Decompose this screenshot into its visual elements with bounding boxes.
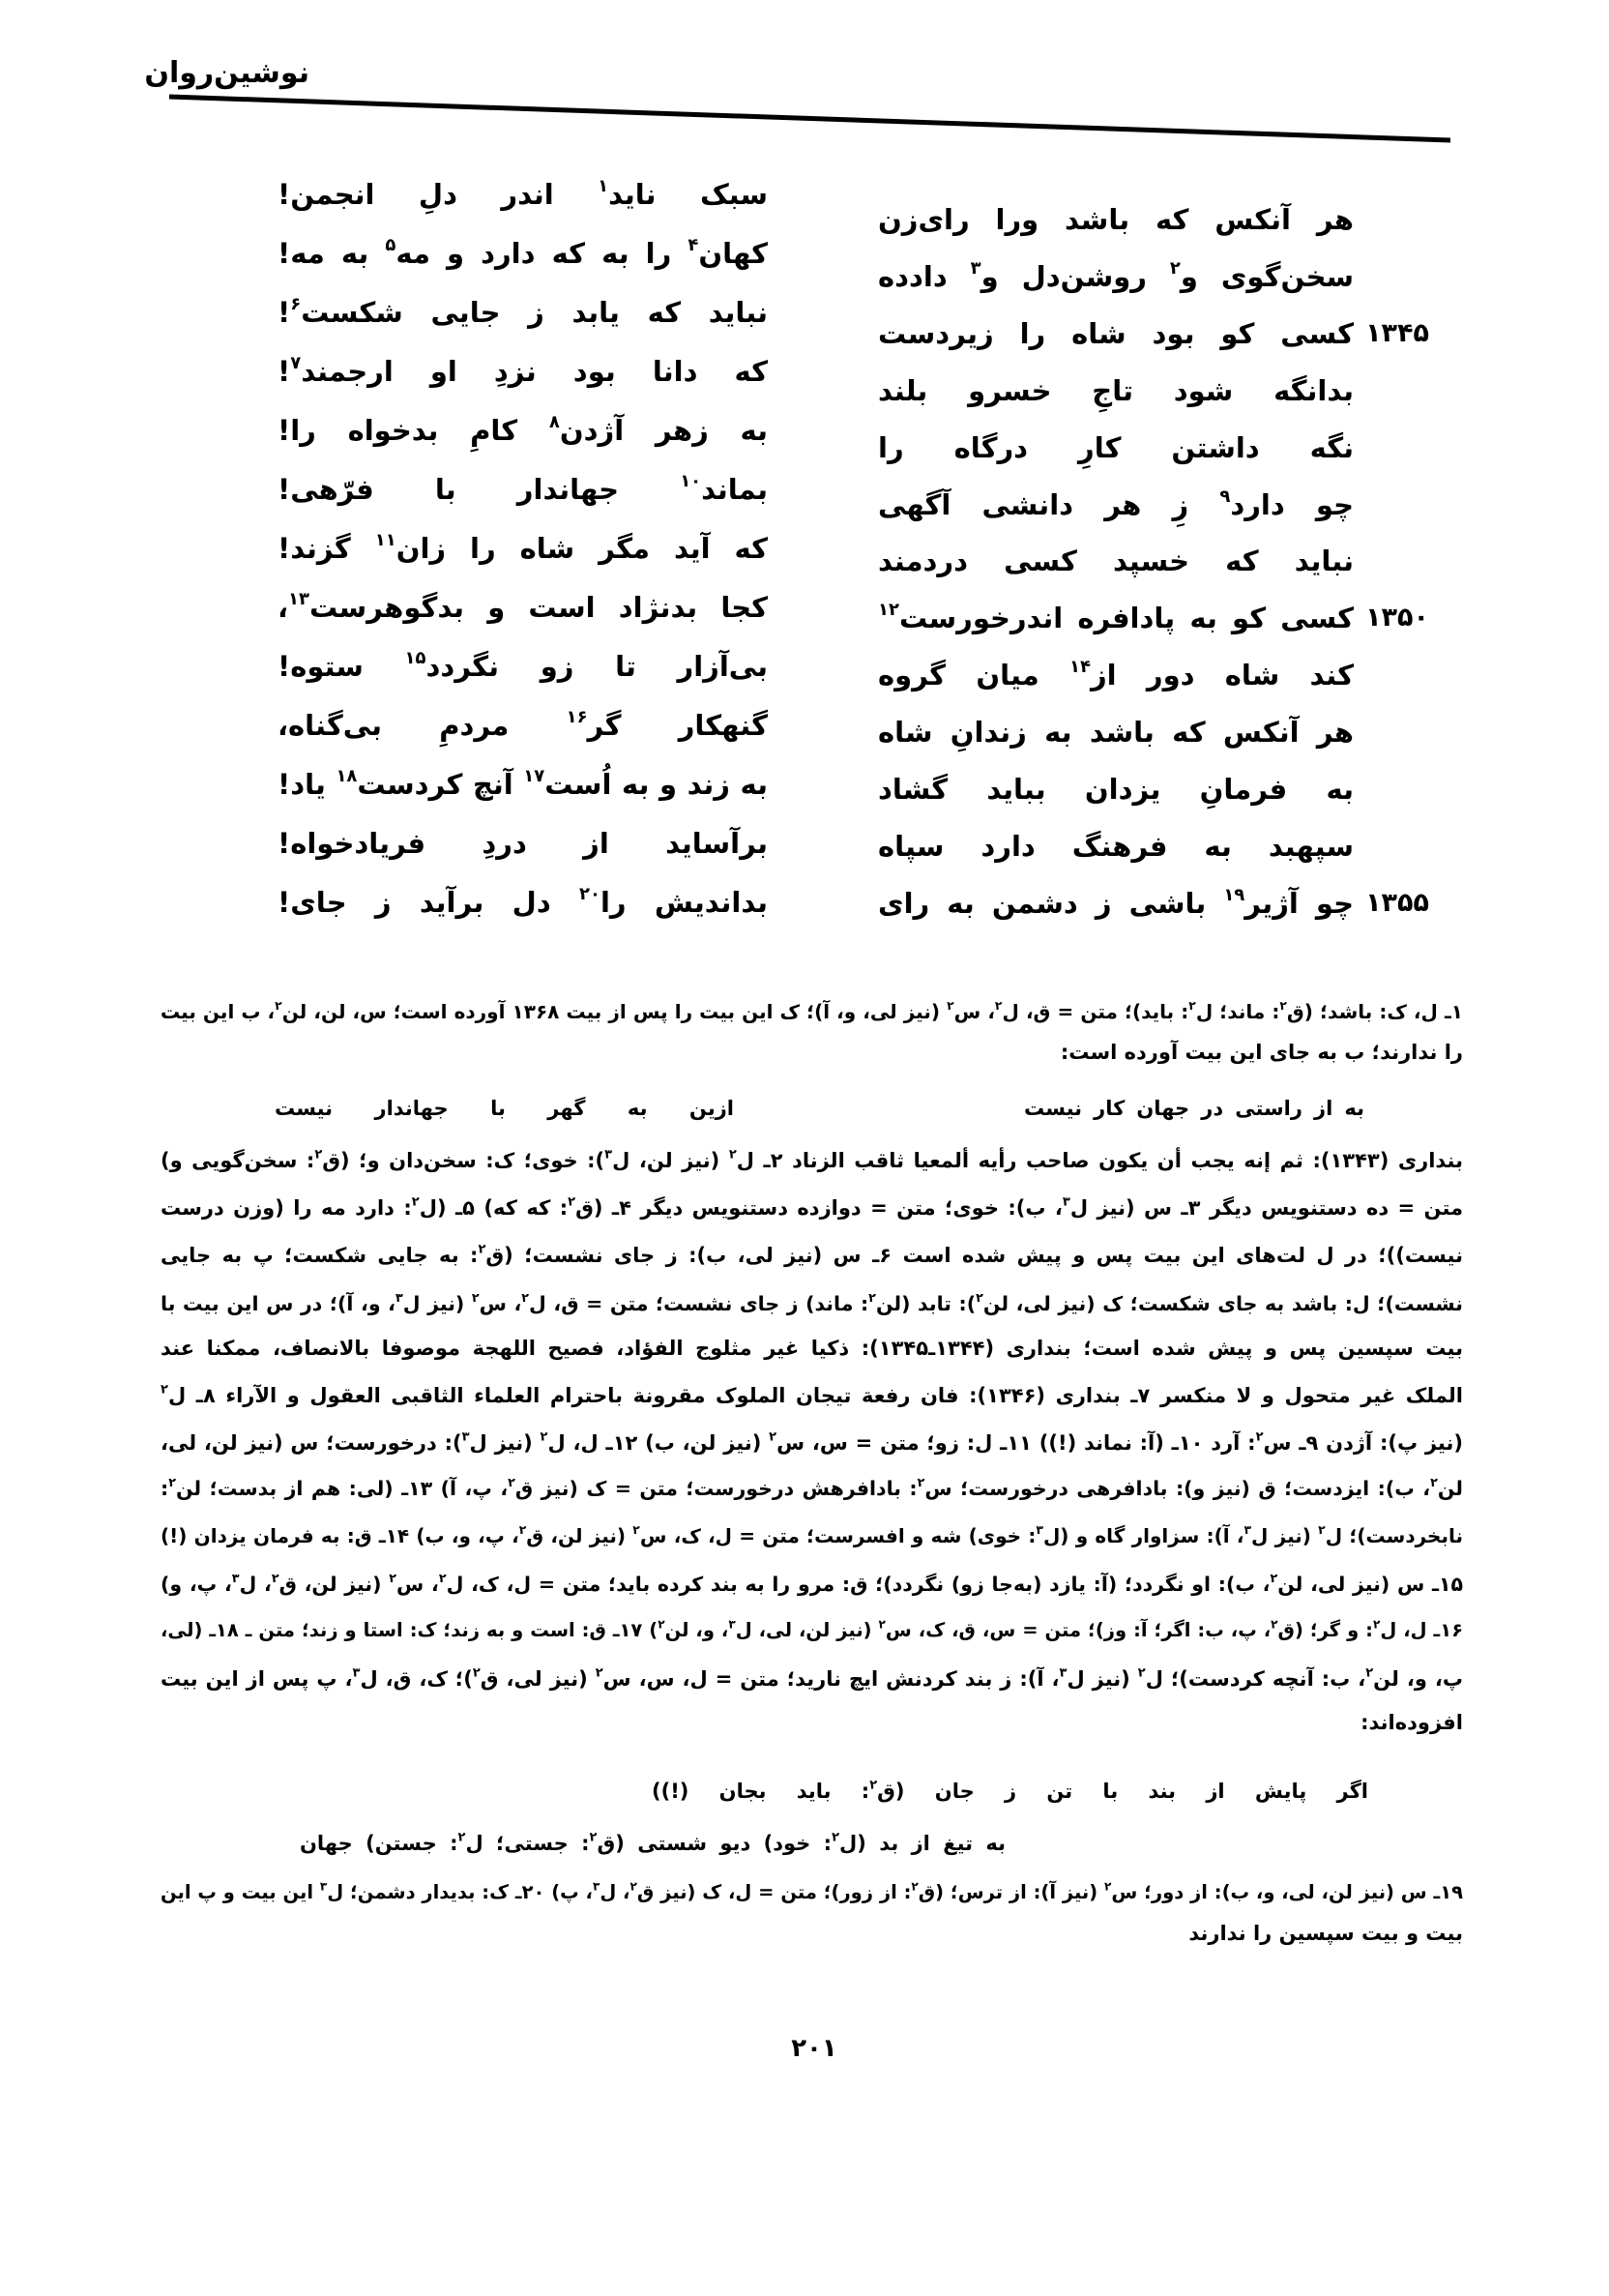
hemistich: گنهکار گر$^{۱۶}$ مردمِ بی‌گناه، [278,707,768,742]
hemistich: بدانگه شود تاجِ خسرو بلند [878,374,1354,407]
superscript-reference: ۲ [1255,1429,1264,1445]
superscript-reference: ۳ [970,258,981,280]
superscript-reference: ۲ [595,1665,603,1681]
superscript-reference: ۲ [1318,1522,1326,1538]
superscript-reference: ۳ [231,1570,240,1585]
superscript-reference: ۲ [161,1382,168,1398]
hemistich: به زهر آژدن$^۸$ کامِ بدخواه را! [278,412,768,447]
hemistich: به فرمانِ یزدان بباید گشاد [878,773,1354,806]
footnote-line: بنداری (۱۳۴۳): ثم إنه یجب أن یکون صاحب رأیه ألمعیا ثاقب الزناد ۲ـ ل$^۲$ (نیز لن، ل$^۳$): خوی؛ ک: سخن‌دان و؛ (ق$^۲$: سخن‌گویی و) [161,1147,1463,1172]
superscript-reference: ۳ [1036,1522,1043,1538]
superscript-reference: ۹ [1219,486,1231,508]
superscript-reference: ۲ [471,1289,480,1305]
hemistich: نگه داشتن کارِ درگاه را [878,431,1354,464]
superscript-reference: ۲ [1365,1665,1374,1681]
hemistich: کسی کو به پادافره اندرخورست$^{۱۲}$ [878,600,1354,634]
superscript-reference: ۲ [947,998,954,1014]
superscript-reference: ۲ [275,998,282,1014]
superscript-reference: ۲ [472,1665,481,1681]
superscript-reference: ۲ [540,1429,548,1445]
verse-number: ۱۳۵۵ [1365,888,1429,918]
footnote-line: افزوده‌اند: [1360,1711,1463,1734]
superscript-reference: ۲ [1137,1665,1146,1681]
superscript-reference: ۲ [869,1778,878,1793]
footnote-line: نشست)؛ ل: باشد به جای شکست؛ ک (نیز لی، لن$^۲$): تابد (لن$^۲$: ماند) ز جای نشست؛ متن = ق، ل$^۲$، س$^۲$ (نیز ل$^۳$، و، آ)؛ در س این بیت با [161,1289,1463,1315]
hemistich: کند شاه دور از$^{۱۴}$ میان گروه [878,657,1354,692]
superscript-reference: ۲ [478,1242,486,1257]
superscript-reference: ۱۹ [1223,885,1245,906]
footnote-line: بیت و بیت سپسین را ندارند [1188,1922,1463,1945]
hemistich: چو دارد$^۹$ زِ هر دانشی آگهی [878,486,1354,521]
footnote-line: لن$^۲$، ب): ایزدست؛ ق (نیز و): بادافرهی درخورست؛ س$^۲$: بادافرهش درخورست؛ متن = ک (نیز ق$^۲$، پ، آ) ۱۳ـ (لی: هم از بدست؛ لن$^۲$: [161,1474,1463,1500]
quoted-verse-first-hemistich: به از راستی در جهان کار نیست [1024,1097,1364,1120]
superscript-reference: ۲ [518,1522,527,1538]
superscript-reference: ۲ [917,1474,925,1489]
footnote-line: را ندارند؛ ب به جای این بیت آورده است: [1060,1041,1463,1064]
footnote-line: ۱۶ـ ل، ل$^۲$: و گر؛ (ق$^۲$، پ، ب: اگر؛ آ: وز)؛ متن = س، ق، ک، س$^۲$ (نیز لن، لی، ل$^۳$، و، لن$^۲$) ۱۷ـ ق: است و به زند؛ ک: استا و زند؛ متن ـ ۱۸ـ (لی، [161,1617,1463,1641]
hemistich: که آید مگر شاه را زان$^{۱۱}$ گزند! [278,530,768,565]
superscript-reference: ۲ [769,1429,777,1445]
superscript-reference: ۳ [604,1147,613,1163]
superscript-reference: ۲ [911,1879,919,1894]
superscript-reference: ۲ [878,1617,886,1632]
hemistich: که دانا بود نزدِ او ارجمند$^۷$! [278,353,768,388]
superscript-reference: ۵ [385,235,396,256]
footnote-line: نیست))؛ در ل لت‌های این بیت پس و پیش شده است ۶ـ س (نیز لی، ب): ز جای نشست؛ (ق$^۲$: به جایی شکست؛ پ به جایی [161,1242,1463,1267]
superscript-reference: ۱۰ [680,471,702,492]
superscript-reference: ۲ [1103,1879,1112,1894]
quoted-verse-first-hemistich: اگر پایش از بند با تن ز جان (ق$^۲$: باید بجان (!)) [652,1778,1368,1803]
superscript-reference: ۱۳ [288,589,309,610]
superscript-reference: ۷ [290,353,302,374]
superscript-reference: ۳ [395,1289,403,1305]
superscript-reference: ۱۱ [374,530,396,551]
hemistich: بی‌آزار تا زو نگردد$^{۱۵}$ ستوه! [278,648,768,683]
superscript-reference: ۲ [832,1830,840,1845]
superscript-reference: ۱ [598,176,609,197]
footnote-line: متن = ده دستنویس دیگر ۳ـ س (نیز ل$^۳$، ب): خوی؛ متن = دوازده دستنویس دیگر ۴ـ (ق$^۲$: که که) ۵ـ (ل$^۲$: دارد مه را (وزن درست [161,1194,1463,1220]
superscript-reference: ۴ [687,235,699,256]
footnote-line: بیت سپسین پس و پیش شده است؛ بنداری (۱۳۴۴ـ۱۳۴۵): ذکیا غیر مثلوج الفؤاد، فصیح اللهجة موصوفا بالانصاف، ممکنا عند [161,1337,1463,1360]
footnote-line: نابخردست)؛ ل$^۲$ (نیز ل$^۳$، آ): سزاوار گاه و (ل$^۳$: خوی) شه و افسرست؛ متن = ل، ک، س$^۲$ (نیز لن، ق$^۲$، پ، و، ب) ۱۴ـ ق: به فرمان یزدان (!) [161,1522,1463,1547]
superscript-reference: ۲ [658,1617,665,1632]
superscript-reference: ۲ [1169,258,1181,280]
hemistich: به زند و به اُست$^{۱۷}$ آنچ کردست$^{۱۸}$ یاد! [278,766,768,801]
superscript-reference: ۲ [521,1289,530,1305]
superscript-reference: ۱۸ [336,766,358,787]
footnote-line: الملک غیر متحول و لا منکسر ۷ـ بنداری (۱۳۴۶): فان رفعة تیجان الملوک مقرونة باحترام العلماء الثاقبی العقول و الآراء ۸ـ ل$^۲$ [161,1382,1463,1407]
running-head: نوشین‌روان [144,56,309,90]
superscript-reference: ۲ [632,1522,640,1538]
superscript-reference: ۳ [1243,1522,1252,1538]
superscript-reference: ۲ [1188,998,1196,1014]
hemistich: نباید که یابد ز جایی شکست$^۶$! [278,294,768,329]
footnote-line: پ، و، لن$^۲$، ب: آنچه کردست)؛ ل$^۲$ (نیز ل$^۳$، آ): ز بند کردنش ایچ نارید؛ متن = ل، س، س$^۲$ (نیز لی، ق$^۲$)؛ ک، ق، ل$^۳$، پ پس از این بیت [161,1665,1463,1691]
superscript-reference: ۲ [411,1194,420,1210]
superscript-reference: ۲ [389,1570,396,1585]
superscript-reference: ۲۰ [579,884,600,905]
superscript-reference: ۲ [568,1194,576,1210]
superscript-reference: ۲ [629,1879,637,1894]
superscript-reference: ۲ [728,1147,737,1163]
footnote-line: (نیز پ): آژدن ۹ـ س$^۲$: آرد ۱۰ـ (آ: نماند (!)) ۱۱ـ ل: زو؛ متن = س، س$^۲$ (نیز لن، ب) ۱۲ـ ل، ل$^۲$ (نیز ل$^۳$): درخورست؛ س (نیز لن، لی، [161,1429,1463,1455]
hemistich: نباید که خسپد کسی دردمند [878,545,1354,577]
superscript-reference: ۱۷ [523,766,545,787]
superscript-reference: ۲ [314,1147,323,1163]
superscript-reference: ۲ [1270,1570,1278,1585]
superscript-reference: ۲ [271,1570,279,1585]
hemistich: هر آنکس که باشد ورا رای‌زن [878,203,1354,236]
hemistich: بداندیش را$^{۲۰}$ دل برآید ز جای! [278,884,768,919]
superscript-reference: ۲ [589,1830,598,1845]
superscript-reference: ۶ [290,294,302,315]
superscript-reference: ۱۴ [1069,657,1091,678]
hemistich: هر آنکس که باشد به زندانِ شاه [878,716,1354,749]
hemistich: کهان$^۴$ را به که دارد و مه$^۵$ به مه! [278,235,768,270]
superscript-reference: ۳ [352,1665,361,1681]
superscript-reference: ۲ [508,1474,515,1489]
footnote-line: ۱۵ـ س (نیز لی، لن$^۲$، ب): او نگردد؛ (آ: یازد (به‌جا زو) نگردد)؛ ق: مرو را به بند کرده باید؛ متن = ل، ک، ل$^۲$، س$^۲$ (نیز لن، ق$^۲$، ل$^۳$، پ، و) [161,1570,1463,1596]
superscript-reference: ۲ [1430,1474,1438,1489]
superscript-reference: ۳ [461,1429,470,1445]
header-rule [0,0,1609,193]
hemistich: سبک ناید$^۱$ اندر دلِ انجمن! [278,176,768,211]
superscript-reference: ۲ [1372,1617,1381,1632]
superscript-reference: ۲ [1271,1617,1278,1632]
superscript-reference: ۲ [438,1570,447,1585]
superscript-reference: ۱۶ [566,707,588,728]
superscript-reference: ۲ [994,998,1003,1014]
page-number: ۲۰۱ [791,2034,837,2063]
verse-number: ۱۳۵۰ [1365,603,1429,633]
superscript-reference: ۳ [592,1879,600,1894]
superscript-reference: ۳ [1062,1194,1070,1210]
superscript-reference: ۲ [168,1474,176,1489]
hemistich: کجا بدنژاد است و بدگوهرست$^{۱۳}$، [278,589,768,624]
quoted-verse-second-hemistich: ازین به گهر با جهاندار نیست [275,1097,734,1120]
superscript-reference: ۲ [1279,998,1287,1014]
hemistich: کسی کو بود شاه را زیردست [878,317,1354,350]
quoted-verse-second-hemistich: به تیغ از بد (ل$^۲$: خود) دیو شستی (ق$^۲$: جستی؛ ل$^۲$: جستن) جهان [300,1830,1006,1855]
superscript-reference: ۱۵ [404,648,426,669]
superscript-reference: ۳ [728,1617,736,1632]
superscript-reference: ۳ [1059,1665,1068,1681]
hemistich: سخن‌گوی و$^۲$ روشن‌دل و$^۳$ دادده [878,258,1354,293]
hemistich: بماند$^{۱۰}$ جهاندار با فرّهی! [278,471,768,506]
hemistich: برآساید از دردِ فریادخواه! [278,827,768,860]
verse-number: ۱۳۴۵ [1365,318,1429,348]
footnote-line: ۱۹ـ س (نیز لن، لی، و، ب): از دور؛ س$^۲$ (نیز آ): از ترس؛ (ق$^۲$: از زور)؛ متن = ل، ک (نیز ق$^۲$، ل$^۳$، پ) ۲۰ـ ک: بدیدار دشمن؛ ل$^۳$ این بیت و پ این [161,1879,1463,1903]
hemistich: چو آژیر$^{۱۹}$ باشی ز دشمن به رای [878,885,1354,920]
superscript-reference: ۱۲ [878,600,899,621]
superscript-reference: ۲ [457,1830,466,1845]
superscript-reference: ۲ [976,1289,983,1305]
hemistich: سپهبد به فرهنگ دارد سپاه [878,830,1354,863]
superscript-reference: ۲ [868,1289,876,1305]
footnote-line: ۱ـ ل، ک: باشد؛ (ق$^۲$: ماند؛ ل$^۲$: باید)؛ متن = ق، ل$^۲$، س$^۲$ (نیز لی، و، آ)؛ ک این بیت را پس از بیت ۱۳۶۸ آورده است؛ س، لن، لن$^۲$، ب این بیت [161,998,1463,1023]
superscript-reference: ۳ [319,1879,328,1894]
superscript-reference: ۸ [548,412,560,433]
